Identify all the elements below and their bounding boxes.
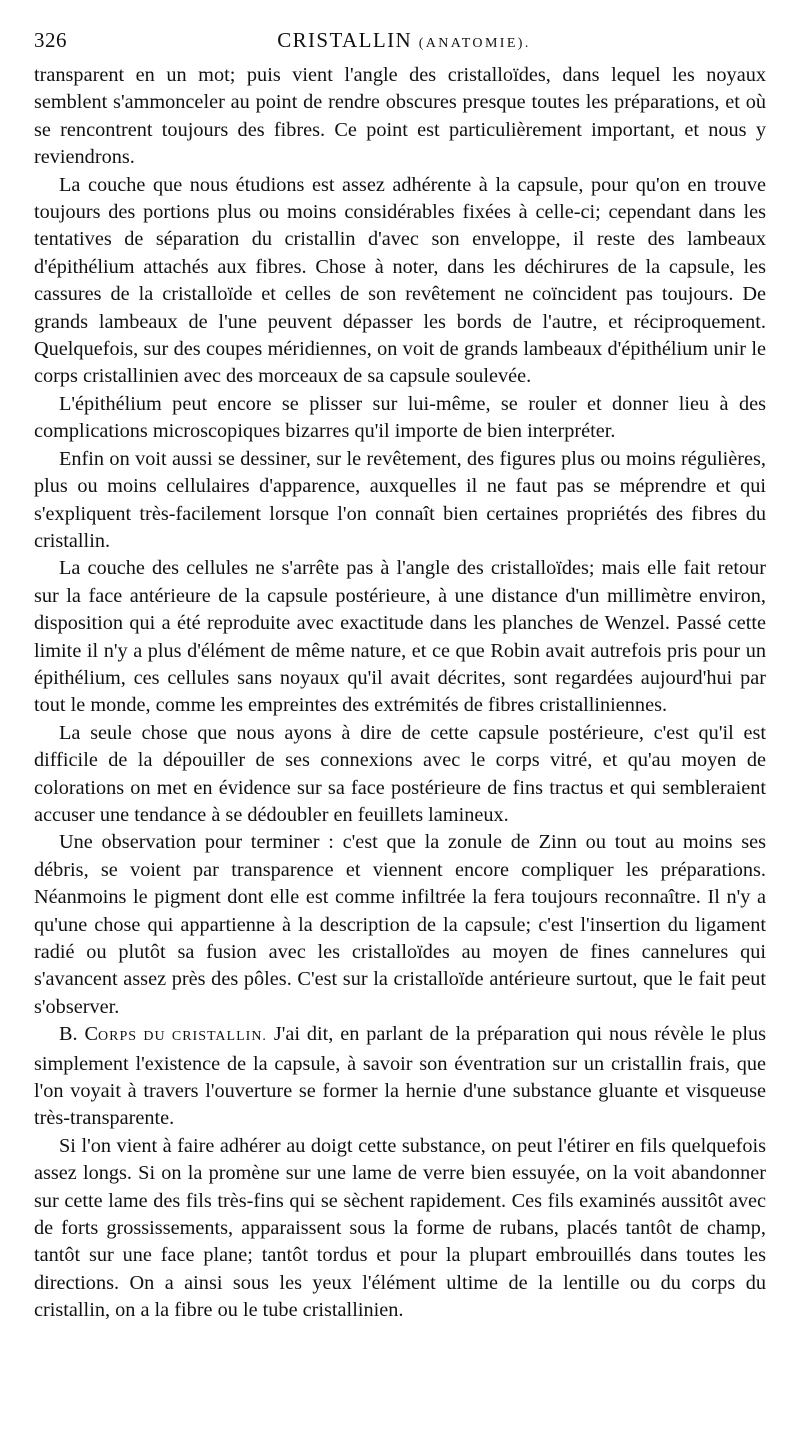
section-b-paragraph bbox=[34, 1021, 766, 1133]
section-b-label-smallcaps: ORPS DU CRISTALLIN. bbox=[98, 1029, 267, 1045]
paragraph-1: transparent en un mot; puis vient l'angle des cristalloïdes, dans lequel les noyaux semblent s'ammonceler au point de rendre obscures presque toutes les préparations, et où se rencontrent toujours des fibres. Ce point est particulièrement important, et nous y reviendrons. bbox=[34, 64, 766, 169]
paragraph-6: La seule chose que nous ayons à dire de cette capsule postérieure, c'est qu'il est difficile de la dépouiller de ses connexions avec le corps vitré, et qu'au moyen de colorations on met en évidence sur sa face postérieure de fins tractus et qui sembleraient accuser une tendance à se dédoubler en feuillets lamineux. bbox=[34, 721, 766, 826]
section-b-text: J'ai dit, en parlant de la préparation qui nous révèle le plus simplement l'existence de la capsule, à savoir son éventration sur un cristallin frais, que l'on voyait à travers l'ouverture se former la hernie d'une substance gluante et visqueuse très-transparente. bbox=[34, 1023, 766, 1130]
paragraph-3: L'épithélium peut encore se plisser sur lui-même, se rouler et donner lieu à des complications microscopiques bizarres qu'il importe de bien interpréter. bbox=[34, 392, 766, 443]
paragraph-4: Enfin on voit aussi se dessiner, sur le revêtement, des figures plus ou moins régulières, plus ou moins cellulaires d'apparence, auxquelles il ne faut pas se méprendre et qui s'expliquent très-facilement lorsque l'on connaît bien certaines propriétés des fibres du cristallin. bbox=[34, 447, 766, 552]
page-number: 326 bbox=[34, 28, 67, 52]
paragraph-7: Une observation pour terminer : c'est que la zonule de Zinn ou tout au moins ses débris, se voient par transparence et viennent encore compliquer les préparations. Néanmoins le pigment dont elle est comme infiltrée la fera toujours reconnaître. Il n'y a qu'une chose qui appartienne à la description de la capsule; c'est l'insertion du ligament radié ou plutôt sa fusion avec les cristalloïdes au moyen de fines cannelures qui s'avancent assez près des pôles. C'est sur la cristalloïde antérieure surtout, que le fait peut s'observer. bbox=[34, 831, 766, 1018]
running-title-main: CRISTALLIN bbox=[277, 28, 413, 52]
paragraph-5: La couche des cellules ne s'arrête pas à l'angle des cristalloïdes; mais elle fait retour sur la face antérieure de la capsule postérieure, à une distance d'un millimètre environ, disposition qui a été reproduite avec exactitude dans les planches de Wenzel. Passé cette limite il n'y a plus d'élément de même nature, et ce que Robin avait autrefois pris pour un épithélium, ces cellules sans noyaux qu'il avait décrites, sont regardées aujourd'hui par tout le monde, comme les empreintes des extrémités de fibres cristalliniennes. bbox=[34, 557, 766, 717]
page-header bbox=[34, 28, 774, 58]
running-title-sub: (ANATOMIE). bbox=[418, 36, 531, 51]
section-b-label-prefix: B. C bbox=[59, 1023, 99, 1046]
paragraph-2: La couche que nous étudions est assez adhérente à la capsule, pour qu'on en trouve toujours des portions plus ou moins considérables fixées à celle-ci; cependant dans les tentatives de séparation du cristallin d'avec son enveloppe, il reste des lambeaux d'épithélium attachés aux fibres. Chose à noter, dans les déchirures de la capsule, les cassures de la cristalloïde et celles de son revêtement ne coïncident pas toujours. De grands lambeaux de l'une peuvent dépasser les bords de l'autre, et réciproquement. Quelquefois, sur des coupes méridiennes, on voit de grands lambeaux d'épithélium unir le corps cristallinien avec des morceaux de sa capsule soulevée. bbox=[34, 173, 766, 388]
running-title bbox=[34, 28, 774, 53]
body-text bbox=[34, 62, 766, 1325]
paragraph-last: Si l'on vient à faire adhérer au doigt cette substance, on peut l'étirer en fils quelquefois assez longs. Si on la promène sur une lame de verre bien essuyée, on la voit abandonner sur cette lame des fils très-fins qui se sèchent rapidement. Ces fils examinés aussitôt avec de forts grossissements, apparaissent sous la forme de rubans, placés tantôt de champ, tantôt sur une face plane; tantôt tordus et pour la plupart embrouillés dans toutes les directions. On a ainsi sous les yeux l'élément ultime de la lentille ou du corps du cristallin, on a la fibre ou le tube cristallinien. bbox=[34, 1134, 766, 1322]
